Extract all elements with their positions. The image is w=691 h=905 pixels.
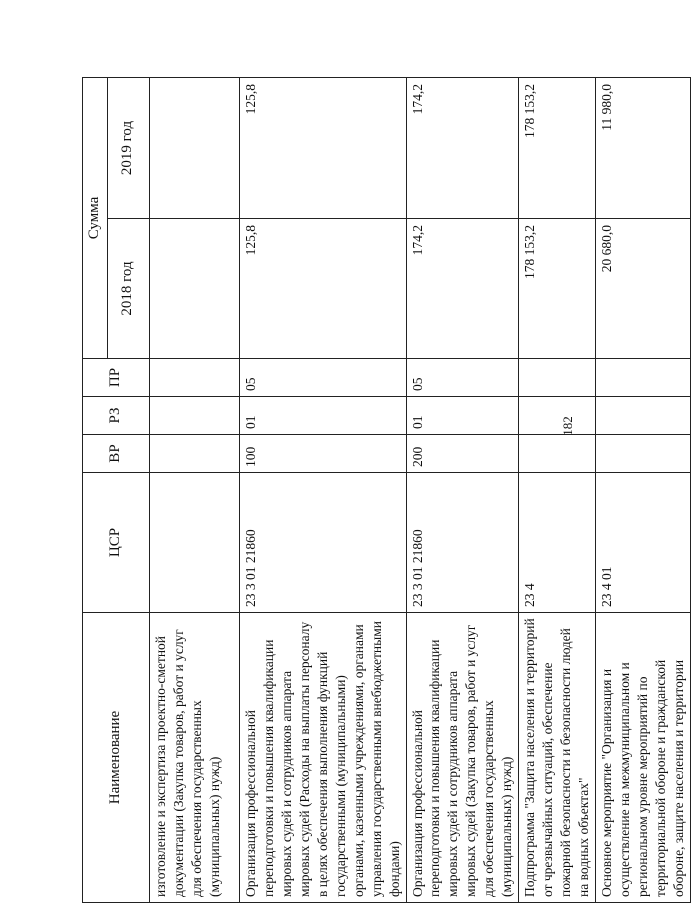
row-csr: 23 4 [519, 473, 596, 613]
row-vr [519, 435, 596, 473]
row-vr [149, 435, 239, 473]
row-rz: 01 [239, 397, 406, 435]
row-vr: 200 [406, 435, 519, 473]
row-2019: 125,8 [239, 77, 406, 218]
header-2018: 2018 год [107, 219, 149, 359]
row-2018: 125,8 [239, 219, 406, 359]
row-vr [596, 435, 691, 473]
row-2019: 178 153,2 [519, 77, 596, 218]
row-csr [149, 473, 239, 613]
row-2018: 174,2 [406, 219, 519, 359]
header-2019: 2019 год [107, 77, 149, 218]
row-pr: 05 [406, 359, 519, 397]
row-rz [149, 397, 239, 435]
rotated-page [82, 78, 686, 903]
row-name: Основное мероприятие "Организация и осуществление на межмуниципальном и региональном уровне мероприятий по территориальной обороне и гражданской обороне, защите населения и территории [596, 613, 691, 903]
row-rz: 01 [406, 397, 519, 435]
row-name: Организация профессиональной переподготовки и повышения квалификации мировых судей и сотрудников аппарата мировых судей (Расходы на выплаты персоналу в целях обеспечения выполнения функций государственными (муниципальными) органами, казенными учреждениями, органами управления государственными внебюджетными фондами) [239, 613, 406, 903]
row-pr [149, 359, 239, 397]
row-csr: 23 3 01 21860 [406, 473, 519, 613]
row-name: изготовление и экспертиза проектно-сметной документации (Закупка товаров, работ и услуг для обеспечения государственных (муниципальных) нужд) [149, 613, 239, 903]
table-row [239, 77, 406, 902]
row-2019: 11 980,0 [596, 77, 691, 218]
table-row [149, 77, 239, 902]
header-pr: ПР [83, 359, 150, 397]
row-2019: 174,2 [406, 77, 519, 218]
row-2018 [149, 219, 239, 359]
row-name: Подпрограмма "Защита населения и территорий от чрезвычайных ситуаций, обеспечение пожарной безопасности и безопасности людей на водных объектах" [519, 613, 596, 903]
table-row [596, 77, 691, 902]
row-csr: 23 4 01 [596, 473, 691, 613]
row-vr: 100 [239, 435, 406, 473]
table-row [519, 77, 596, 902]
table-row [406, 77, 519, 902]
row-rz [596, 397, 691, 435]
row-name: Организация профессиональной переподготовки и повышения квалификации мировых судей и сотрудников аппарата мировых судей (Закупка товаров, работ и услуг для обеспечения государственных (муниципальных) нужд) [406, 613, 519, 903]
row-rz [519, 397, 596, 435]
header-name: Наименование [83, 613, 150, 903]
row-2019 [149, 77, 239, 218]
row-pr: 05 [239, 359, 406, 397]
row-pr [519, 359, 596, 397]
header-csr: ЦСР [83, 473, 150, 613]
row-csr: 23 3 01 21860 [239, 473, 406, 613]
row-2018: 178 153,2 [519, 219, 596, 359]
budget-table [82, 77, 691, 903]
row-pr [596, 359, 691, 397]
header-sum: Сумма [83, 77, 108, 358]
header-vr: ВР [83, 435, 150, 473]
page-number: 182 [560, 416, 575, 436]
header-rz: РЗ [83, 397, 150, 435]
row-2018: 20 680,0 [596, 219, 691, 359]
